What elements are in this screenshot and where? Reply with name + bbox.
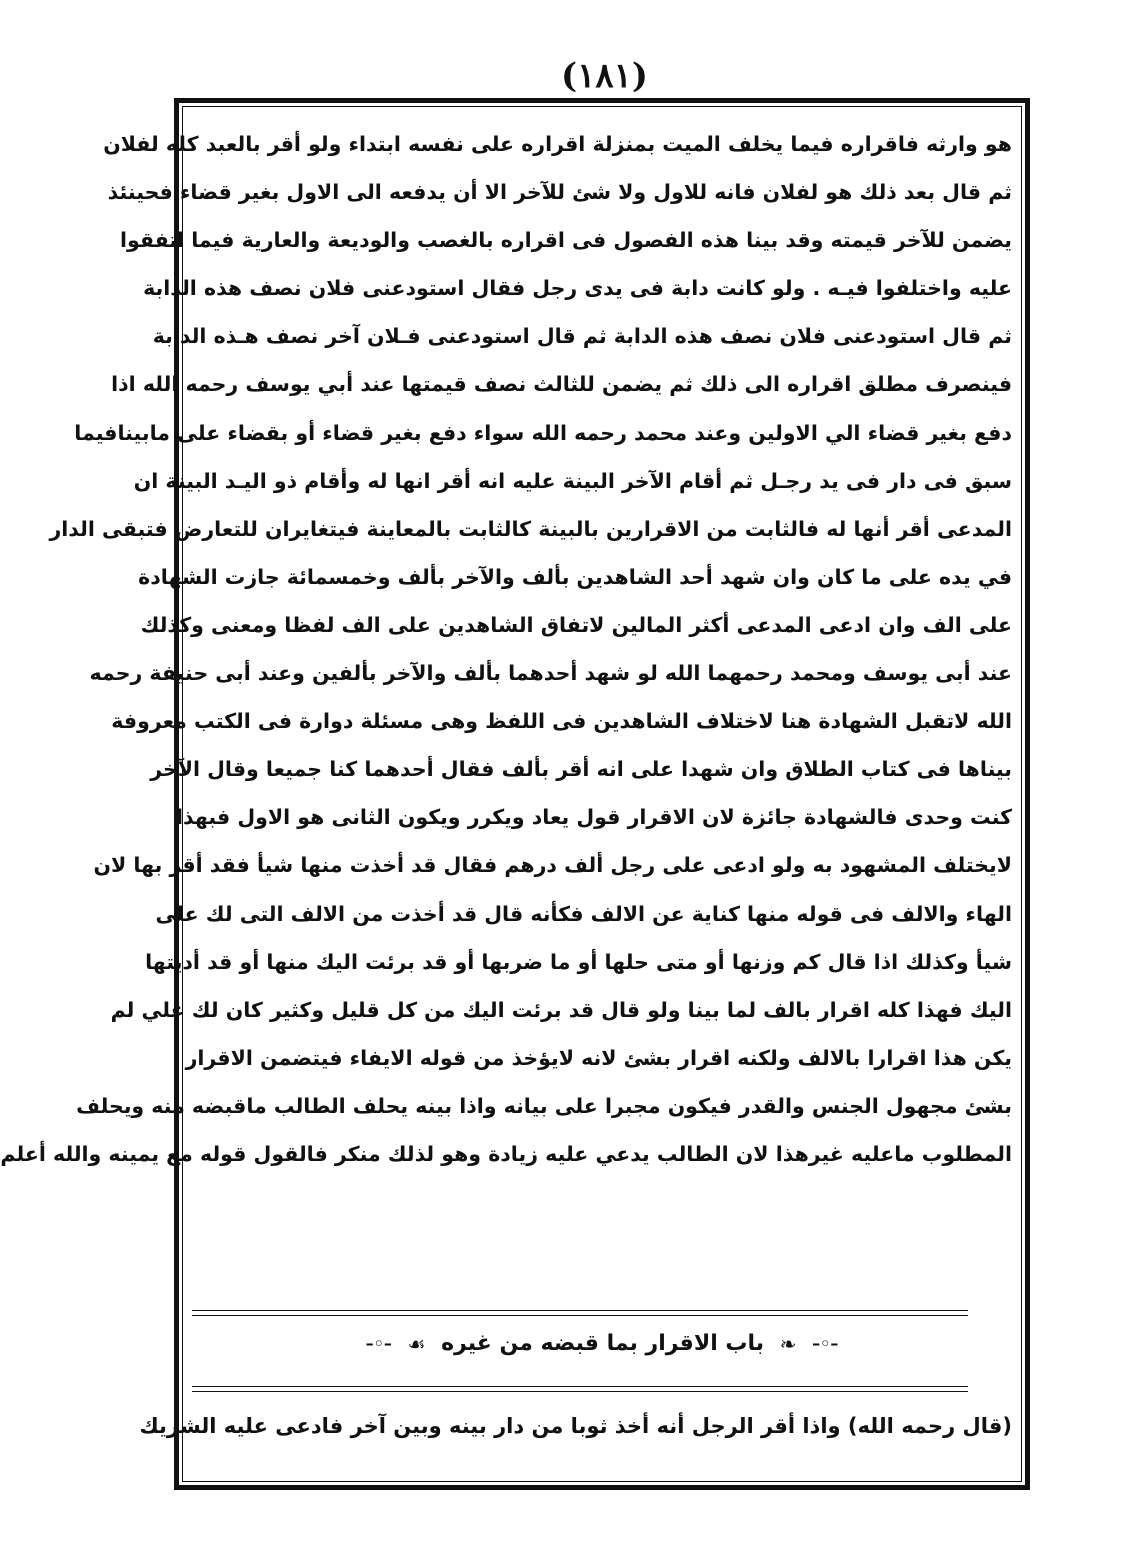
text-line: لايختلف المشهود به ولو ادعى على رجل ألف درهم فقال قد أخذت منها شيأ فقد أقر بها لان — [93, 853, 1012, 878]
text-line: اليك فهذا كله اقرار بالف لما بينا ولو قال قد برئت اليك من كل قليل وكثير كان لك علي لم — [110, 997, 1012, 1022]
text-line: فينصرف مطلق اقراره الى ذلك ثم يضمن للثالث نصف قيمتها عند أبي يوسف رحمه الله اذا — [111, 372, 1012, 397]
text-line: عند أبى يوسف ومحمد رحمهما الله لو شهد أحدهما بألف والآخر بألفين وعند أبى حنيفة رحمه — [89, 661, 1012, 686]
text-line: ثم قال استودعنى فلان نصف هذه الدابة ثم قال استودعنى فـلان آخر نصف هـذه الدابة — [152, 324, 1012, 349]
text-line: يضمن للآخر قيمته وقد بينا هذه الفصول فى اقراره بالغصب والوديعة والعارية فيما اتفقوا — [119, 228, 1012, 253]
fleuron-icon: ☙ — [407, 1332, 426, 1356]
text-line: عليه واختلفوا فيـه . ولو كانت دابة فى يدى رجل فقال استودعنى فلان نصف هذه الدابة — [143, 276, 1012, 301]
text-line: هو وارثه فاقراره فيما يخلف الميت بمنزلة اقراره على نفسه ابتداء ولو أقر بالعبد كله لفلان — [103, 132, 1012, 156]
page-number: (١٨١) — [561, 56, 648, 96]
dash-ornament: –◦– — [812, 1334, 839, 1353]
fleuron-icon: ❧ — [779, 1332, 797, 1356]
final-text-line: (قال رحمه الله) واذا أقر الرجل أنه أخذ ثوبا من دار بينه وبين آخر فادعى عليه الشريك — [139, 1414, 1012, 1438]
main-text-block — [0, 120, 1012, 1178]
text-line: بيناها فى كتاب الطلاق وان شهدا على انه أقر بألف فقال أحدهما كنا جميعا وقال الآخر — [150, 757, 1012, 782]
divider-rule-top — [192, 1310, 968, 1316]
chapter-heading — [192, 1324, 1012, 1364]
text-line: على الف وان ادعى المدعى أكثر المالين لاتفاق الشاهدين على الف لفظا ومعنى وكذلك — [140, 612, 1012, 637]
text-line: ثم قال بعد ذلك هو لفلان فانه للاول ولا شئ للآخر الا أن يدفعه الى الاول بغير قضاء فحينئذ — [107, 180, 1012, 205]
text-line: المدعى أقر أنها له فالثابت من الاقرارين بالبينة كالثابت بالمعاينة فيتغايران للتعارض فتبقى الدار — [49, 516, 1012, 541]
text-line: الهاء والالف فى قوله منها كناية عن الالف فكأنه قال قد أخذت من الالف التى لك على — [155, 901, 1012, 926]
text-line: سبق فى دار فى يد رجـل ثم أقام الآخر البينة عليه انه أقر انها له وأقام ذو اليـد البينة ان — [133, 468, 1012, 493]
text-line: يكن هذا اقرارا بالالف ولكنه اقرار بشئ لانه لايؤخذ من قوله الايفاء فيتضمن الاقرار — [185, 1045, 1012, 1070]
text-line: شيأ وكذلك اذا قال كم وزنها أو متى حلها أو ما ضربها أو قد برئت اليك منها أو قد أديتها — [145, 949, 1012, 974]
chapter-title: باب الاقرار بما قبضه من غيره — [441, 1331, 765, 1356]
text-line: بشئ مجهول الجنس والقدر فيكون مجبرا على بيانه واذا بينه يحلف الطالب ماقبضه منه ويحلف — [76, 1093, 1012, 1118]
dash-ornament: –◦– — [365, 1334, 392, 1353]
divider-rule-bottom — [192, 1386, 968, 1392]
text-line: كنت وحدى فالشهادة جائزة لان الاقرار قول يعاد ويكرر ويكون الثانى هو الاول فبهذا — [175, 805, 1012, 830]
text-line: الله لاتقبل الشهادة هنا لاختلاف الشاهدين فى اللفظ وهى مسئلة دوارة فى الكتب معروفة — [111, 709, 1012, 734]
text-line: دفع بغير قضاء الي الاولين وعند محمد رحمه الله سواء دفع بغير قضاء أو بقضاء على مابينافيما — [74, 420, 1012, 445]
text-line: المطلوب ماعليه غيرهذا لان الطالب يدعي عليه زيادة وهو لذلك منكر فالقول قوله مع يمينه والله أعلم — [0, 1141, 1012, 1166]
text-line: في يده على ما كان وان شهد أحد الشاهدين بألف والآخر بألف وخمسمائة جازت الشهادة — [138, 564, 1012, 589]
